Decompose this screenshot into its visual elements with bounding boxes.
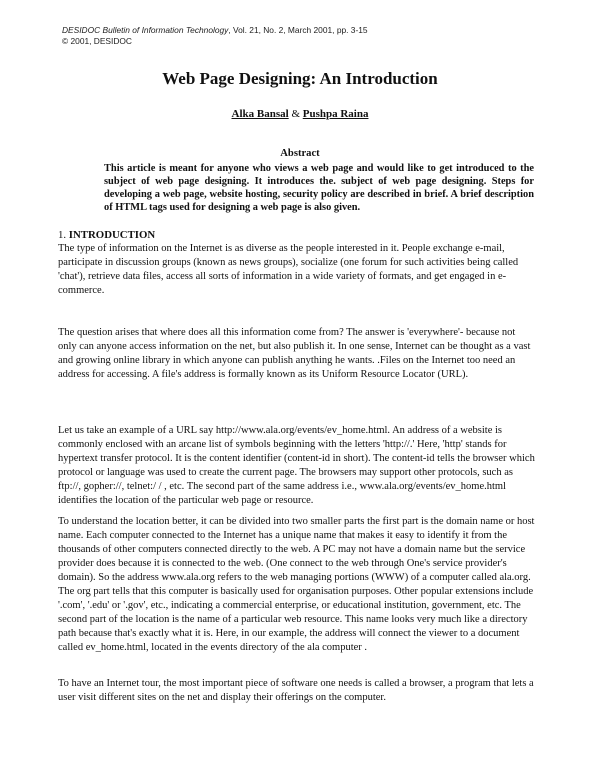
author-line [0,107,600,121]
author-separator: & [288,108,303,120]
author-link-raina[interactable]: Pushpa Raina [302,108,369,120]
paper-title: Web Page Designing: An Introduction [162,69,438,88]
author-link-bansal[interactable]: Alka Bansal [231,108,289,120]
section-number: 1. [58,229,69,241]
copyright-line: © 2001, DESIDOC [62,36,132,46]
body-paragraph: The question arises that where does all this information come from? The answer is 'everywhere'- because not only can anyone access information on the net, but also publish it. In one sense, Internet can be thought as a vast and growing online library in which anyone can publish anything he wants. .Files on the Internet too need an address for accessing. A file's address is formally known as its Uniform Resource Locator (URL). [58,327,531,381]
journal-header [62,25,368,47]
abstract-text: This article is meant for anyone who views a web page and would like to get introduced to the subject of web page designing. It introduces the. subject of web page designing. Steps for developing a web page, website hosting, security policy are described in brief. A brief description of HTML tags used for designing a web page is also given. [104,163,534,214]
abstract-heading: Abstract [280,148,320,159]
issue-info: , Vol. 21, No. 2, March 2001, pp. 3-15 [228,25,368,35]
body-paragraph: The type of information on the Internet is as diverse as the people interested in it. People exchange e-mail, participate in discussion groups (known as news groups), socialize (one forum for such activities being called 'chat'), retrieve data files, access all sorts of information in a wide variety of formats, and get engaged in e-commerce. [58,243,519,297]
body-paragraph: To have an Internet tour, the most important piece of software one needs is called a browser, a program that lets a user visit different sites on the net and display their offerings on the computer. [58,678,534,704]
body-paragraph: Let us take an example of a URL say http://www.ala.org/events/ev_home.html. An address of a website is commonly enclosed with an arcane list of symbols beginning with the letters 'http://.' Here, 'http' stands for hypertext transfer protocol. It is the content identifier (content-id in short). The content-id tells the browser which protocol or language was used to create the current page. The browsers may support other protocols, such as ftp://, gopher://, telnet:/ / , etc. The second part of the same address i.e., www.ala.org/events/ev_home.html identifies the location of the particular web page or resource. [58,425,535,507]
citation-line [62,25,368,36]
journal-name: DESIDOC Bulletin of Information Technology [62,25,229,35]
section-label: INTRODUCTION [68,229,156,241]
body-paragraph: To understand the location better, it can be divided into two smaller parts the first part is the domain name or host name. Each computer connected to the Internet has a unique name that makes it easy to identify it from the thousands of other computers connected directly to the web. A PC may not have a domain name but the service provider does because it is connected to the web. (One connect to the web through One's service provider's domain). So the address www.ala.org refers to the web managing portions (WWW) of a computer called ala.org. The org part tells that this computer is basically used for organisation purposes. Other popular extensions include '.com', '.edu' or '.gov', etc., indicating a commercial enterprise, or educational institution, government, etc. The second part of the location is the name of a particular web resource. This name looks very much like a directory path because that's exactly what it is. Here, in our example, the address will connect the viewer to a document called ev_home.html, located in the events directory of the ala computer . [58,516,535,654]
section-heading [58,229,155,242]
